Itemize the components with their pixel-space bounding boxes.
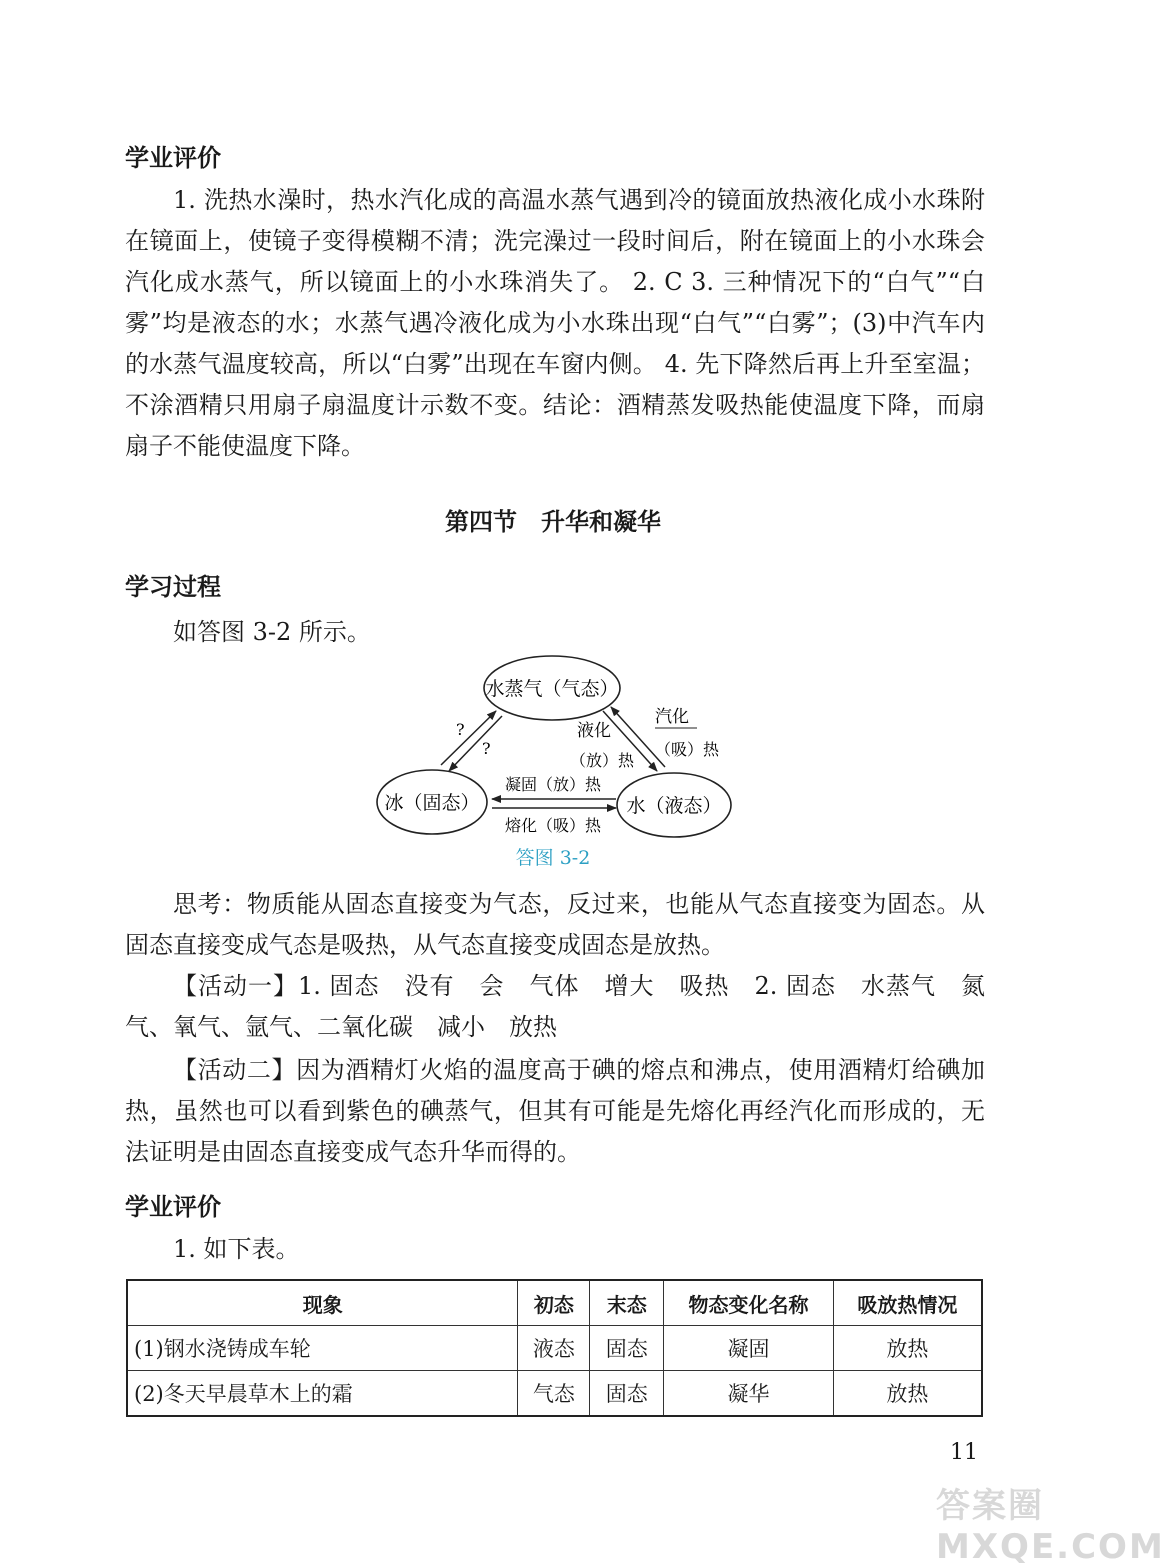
- cell-change-name: 凝华: [664, 1371, 834, 1417]
- header-heat: 吸放热情况: [833, 1280, 982, 1326]
- page-number: 11: [950, 1440, 978, 1465]
- section-heading-evaluation-2: 学业评价: [125, 1193, 221, 1221]
- header-final-state: 末态: [590, 1280, 664, 1326]
- header-initial-state: 初态: [518, 1280, 590, 1326]
- cell-initial-state: 液态: [518, 1326, 590, 1371]
- question-mark-upper: ?: [456, 720, 465, 739]
- melt-label: 熔化（吸）热: [505, 816, 602, 835]
- table-row: [127, 1371, 982, 1417]
- table-row: [127, 1326, 982, 1371]
- activity2-text: 【活动二】因为酒精灯火焰的温度高于碘的熔点和沸点，使用酒精灯给碘加热，虽然也可以看到紫色的碘蒸气，但其有可能是先熔化再经汽化而形成的，无法证明是由固态直接变成气态升华而得的。: [125, 1056, 985, 1166]
- cell-final-state: 固态: [590, 1371, 664, 1417]
- watermark-logo: 答案圈 MXQE.COM: [936, 1486, 1165, 1567]
- cell-final-state: 固态: [590, 1326, 664, 1371]
- vaporize-label: 汽化: [655, 707, 689, 727]
- activity1-text: 【活动一】1. 固态 没有 会 气体 增大 吸热 2. 固态 水蒸气 氮气、氧气、氩气、二氧化碳 减小 放热: [125, 972, 985, 1041]
- state-change-table: [126, 1279, 983, 1417]
- answer-text: 1. 洗热水澡时，热水汽化成的高温水蒸气遇到冷的镜面放热液化成小水珠附在镜面上，使镜子变得模糊不清；洗完澡过一段时间后，附在镜面上的小水珠会汽化成水蒸气，所以镜面上的小水珠消失了。 2. C 3. 三种情况下的“白气”“白雾”均是液态的水；水蒸气遇冷液化成为小水珠出现“白气”“白雾”；(3)中汽车内的水蒸气温度较高，所以“白雾”出现在车窗内侧。 4. 先下降然后再上升至室温；不涂酒精只用扇子扇温度计示数不变。结论：酒精蒸发吸热能使温度下降，而扇扇子不能使温度下降。: [125, 186, 985, 460]
- header-change-name: 物态变化名称: [664, 1280, 834, 1326]
- cell-heat: 放热: [833, 1326, 982, 1371]
- cell-change-name: 凝固: [664, 1326, 834, 1371]
- table-header-row: [127, 1280, 982, 1326]
- cell-phenomenon: (2)冬天早晨草木上的霜: [127, 1371, 518, 1417]
- diagram-caption: 答图 3-2: [515, 847, 591, 869]
- cell-phenomenon: (1)钢水浇铸成车轮: [127, 1326, 518, 1371]
- question1-text: 1. 如下表。: [173, 1235, 300, 1263]
- liquefy-label: 液化: [577, 721, 611, 741]
- solidify-label: 凝固（放）热: [505, 775, 602, 794]
- cell-initial-state: 气态: [518, 1371, 590, 1417]
- think-text: 思考：物质能从固态直接变为气态，反过来，也能从气态直接变为固态。从固态直接变成气态是吸热，从气态直接变成固态是放热。: [125, 890, 985, 959]
- activity1-paragraph: [125, 966, 985, 1048]
- section-heading-evaluation: 学业评价: [125, 144, 221, 172]
- section-title: 第四节 升华和凝华: [445, 508, 661, 536]
- header-phenomenon: 现象: [127, 1280, 518, 1326]
- question1-paragraph: [125, 1229, 985, 1270]
- activity2-paragraph: [125, 1050, 985, 1173]
- water-label: 水（液态）: [626, 795, 722, 817]
- vaporize-heat-label: （吸）热: [655, 740, 720, 759]
- cell-heat: 放热: [833, 1371, 982, 1417]
- think-paragraph: [125, 884, 985, 966]
- question-mark-lower: ?: [482, 739, 491, 758]
- liquefy-heat-label: （放）热: [570, 751, 635, 770]
- section-heading-process: 学习过程: [125, 573, 221, 601]
- ice-label: 冰（固态）: [384, 792, 480, 814]
- vapor-label: 水蒸气（气态）: [485, 678, 619, 700]
- intro-text: 如答图 3-2 所示。: [173, 618, 371, 646]
